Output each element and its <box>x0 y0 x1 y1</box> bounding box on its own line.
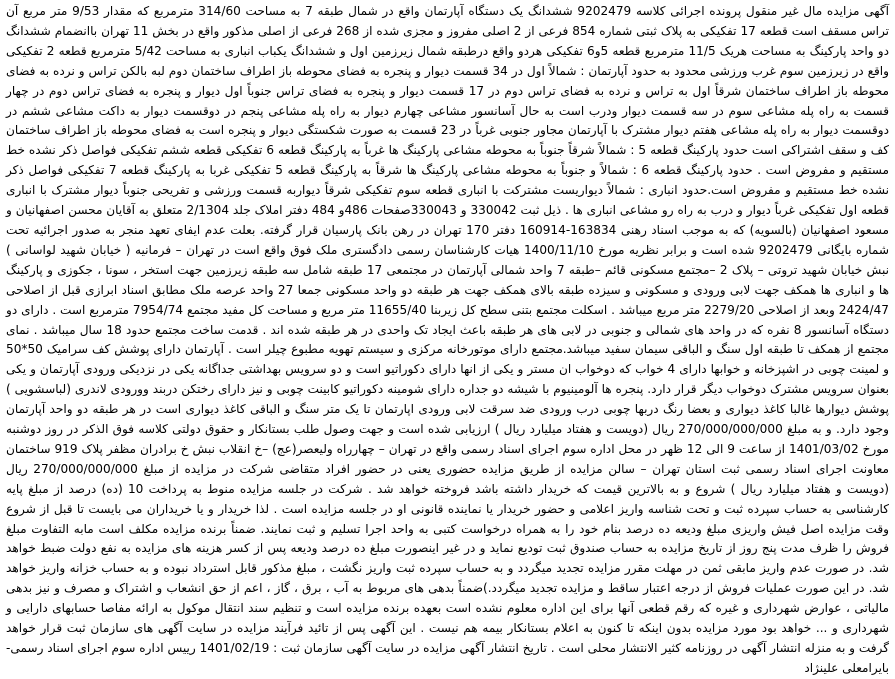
notice-footer-text: تاریخ انتشار آگهی مزایده در سایت آگهی سازمان ثبت : 1401/02/19 رییس اداره سوم اجرای اسناد رسمی- بایرامعلی علینژاد <box>6 641 889 675</box>
notice-body-text: آگهی مزایده مال غیر منقول پرونده اجرائی کلاسه 9202479 ششدانگ یک دستگاه آپارتمان واقع در شمال طبقه 7 به مساحت 314/60 مترمربع که مقدار 9/53 متر مربع آن تراس مسقف است قطعه 17 تفکیکی به پلاک ثبتی شماره 854 فرعی از 2 اصلی مفروز و مجزی شده از 268 فرعی از اصلی مذکور واقع در بخش 11 تهران باانضمام ششدانگ دو واحد پارکینگ به مساحت هریک 11/5 مترمربع قطعه 5و6 تفکیکی هردو واقع درطبقه شمال زیرزمین اول و ششدانگ یکباب انباری به مساحت 5/42 مترمربع قطعه 2 تفکیکی واقع در زیرزمین سوم غرب ورزشی محدود به حدود آپارتمان : شمالاً اول در 34 قسمت دیوار و پنجره به فضای محوطه باز اطراف ساختمان دوم لبه بالکن تراس و نرده به فضای محوطه باز اطراف ساختمان شرقاً اول به تراس و نرده به فضای تراس دوم در 17 قسمت دیوار و پنجره به فضای تراس جنوباً اول دیوار و پنجره به فضای تراس دوم در چهار قسمت به راه پله مشاعی سوم در سه قسمت دیوار ودرب است به حال آسانسور مشاعی چهارم دیوار به راه پله مشاعی پنجم در دوقسمت دیوار به داکت مشاعی ششم در دوقسمت دیوار به راه پله مشاعی هفتم دیوار مشترک با آپارتمان مجاور جنوبی غرباً در 23 قسمت به صورت شکستگی دیوار و پنجره است به فضای محوطه باز اطراف ساختمان کف و سقف اشتراکی است حدود پارکینگ قطعه 5 : شمالاً شرقاً جنوباً به محوطه مشاعی پارکینگ ها غرباً به پارکینگ قطعه 6 تفکیکی قطعه ششم تفکیکی فواصل ذکر نشده خط مستقیم و مفروض است . حدود پارکینگ قطعه 6 : شمالاً و جنوباً به محوطه مشاعی پارکینگ ها شرقاً به پارکینگ قطعه 5 تفکیکی غربا به پارکینگ قطعه 7 تفکیکی فواصل ذکر نشده خط مستقیم و مفروض است.حدود انباری : شمالاً دیواریست مشترکت با انباری قطعه سوم تفکیکی شرقاً دیواربه قسمت ورزشی و تفریحی جنوباً دیوار مشترک با انباری قطعه اول تفکیکی غرباً دیوار و درب به راه رو مشاعی انباری ها . ذیل ثبت 330042 و 330043صفحات 486و 484 دفتر املاک جلد 2/1304 متعلق به آقایان محسن اصفهانیان و مسعود اصفهانیان (بالسویه) که به موجب اسناد رهنی 163834-160914 دفتر 170 تهران در رهن بانک پارسیان قرار گرفته. بعلت عدم ایفای تعهد منجر به صدور اجرائیه تحت شماره بایگانی 9202479 شده است و برابر نظریه مورخ 1400/11/10 هیات کارشناسان رسمی دادگستری ملک فوق واقع است در تهران – فرمانیه ( خیابان شهید لواسانی ) نبش خیابان شهید تروتی – پلاک 2 –مجتمع مسکونی قائم –طبقه 7 واحد شمالی آپارتمان در مجتمعی 17 طبقه شامل سه طبقه زیرزمین جهت استخر ، سونا ، جکوزی و پارکینگ ها و انباری ها همکف جهت لابی ورودی و مسکونی و سیزده طبقه بالای همکف جهت هر طبقه دو واحد مسکونی جمعا 27 واحد عرصه ملک مطابق اسناد ابرازی قبل از اصلاحی 2424/47 وبعد از اصلاحی 2279/20 متر مربع میباشد . اسکلت مجتمع بتنی سطح کل زیربنا 11655/40 متر مربع و مساحت کل مفید مجتمع 7954/74 مترمربع است . دارای دو دستگاه آسانسور 8 نفره که در واحد های شمالی و جنوبی در لابی های هر طبقه باعث ایجاد تک واحدی در هر طبقه شده اند . قدمت ساخت مجتمع حدود 18 سال میباشد . نمای مجتمع از همکف تا طبقه اول سنگ و الباقی سیمان سفید میباشد.مجتمع دارای موتورخانه مرکزی و سیستم تهویه مطبوع چیلر است . آپارتمان دارای پوشش کف سرامیک 50*50 و لمینت چوبی در اشپزخانه و خوابها دارای 4 خواب که دوخواب ان مستر و یکی از انها دارای دکوراتیو است و دو سرویس بهداشتی جداگانه یکی در نزدیکی ورودی آپارتمان و یکی بعنوان سرویس مشترک دوخواب دیگر قرار دارد. پنجره ها آلومینیوم با شیشه دو جداره دارای شومینه دکوراتیو کابینت چوبی و نیز دارای رختکن دربند وورودی لاندری (لباسشویی ) پوشش دیوارها غالبا کاغذ دیواری و بعضا رنگ دربها چوبی درب ورودی ضد سرقت لابی ورودی اپارتمان تا یک متر سنگ و الباقی کاغذ دیواری است در هر طبقه دو واحد آپارتمان وجود دارد. و به مبلغ 270/000/000/000 ریال (دویست و هفتاد میلیارد ریال ) ارزیابی شده است و جهت وصول طلب بستانکار و حقوق دولتی کلاسه فوق الذکر در روز دوشنبه مورخ 1401/03/02 از ساعت 9 الی 12 ظهر در محل اداره سوم اجرای اسناد رسمی واقع در تهران – چهارراه ولیعصر(عج) –خ انقلاب نبش خ برادران مظفر پلاک 919 ساختمان معاونت اجرای اسناد رسمی ثبت استان تهران – سالن مزایده از طریق مزایده حضوری یعنی در حضور افراد متقاضی شرکت در مزایده از مبلغ 270/000/000/000 ریال (دویست و هفتاد میلیارد ریال ) شروع و به بالاترین قیمت که خریدار داشته باشد فروخته خواهد شد . شرکت در جلسه مزایده منوط به پرداخت 10 (ده) درصد از مبلغ پایه کارشناسی به حساب سپرده ثبت و تحت شناسه واریز اعلامی و حضور خریدار یا نماینده قانونی او در جلسه مزایده است . لذا خریدار و یا خریداران می بایست تا قبل از شروع وقت مزایده اصل فیش واریزی مبلغ ودیعه ده درصد بنام خود را به همراه درخواست کتبی به واحد اجرا تسلیم و ثبت نمایند. ضمناً برنده مزایده مکلف است مابه التفاوت مبلغ فروش را ظرف مدت پنج روز از تاریخ مزایده به حساب صندوق ثبت تودیع نماید و در غیر اینصورت مبلغ ده درصد ودیعه پس از کسر هزینه های مزایده به نفع دولت ضبط خواهد شد. در صورت عدم واریز مابقی ثمن در مهلت مقرر مزایده تجدید میگردد و به حساب سپرده ثبت واریز نگشت ، مبلغ مذکور قابل استرداد نبوده و به حساب خزانه واریز خواهد شد. در این صورت عملیات فروش از درجه اعتبار ساقط و مزایده تجدید میگردد.)ضمناً بدهی های مربوط به آب ، برق ، گاز ، اعم از حق انشعاب و اشتراک و مصرف و نیز بدهی مالیاتی ، عوارض شهرداری و غیره که رقم قطعی آنها برای این اداره معلوم نشده است بعهده برنده مزایده است و تنظیم سند انتقال موکول به ارائه مفاصا حسابهای دارایی و شهرداری و ... خواهد بود مورد مزایده بدون اینکه تا کنون به اعلام بستانکار بیمه هم نیست . این آگهی پس از تائید فرآیند مزایده در سایت آگهی های سازمان ثبت قرار خواهد گرفت و به منزله انتشار آگهی در روزنامه کثیر الانتشار محلی است . <box>6 4 890 655</box>
